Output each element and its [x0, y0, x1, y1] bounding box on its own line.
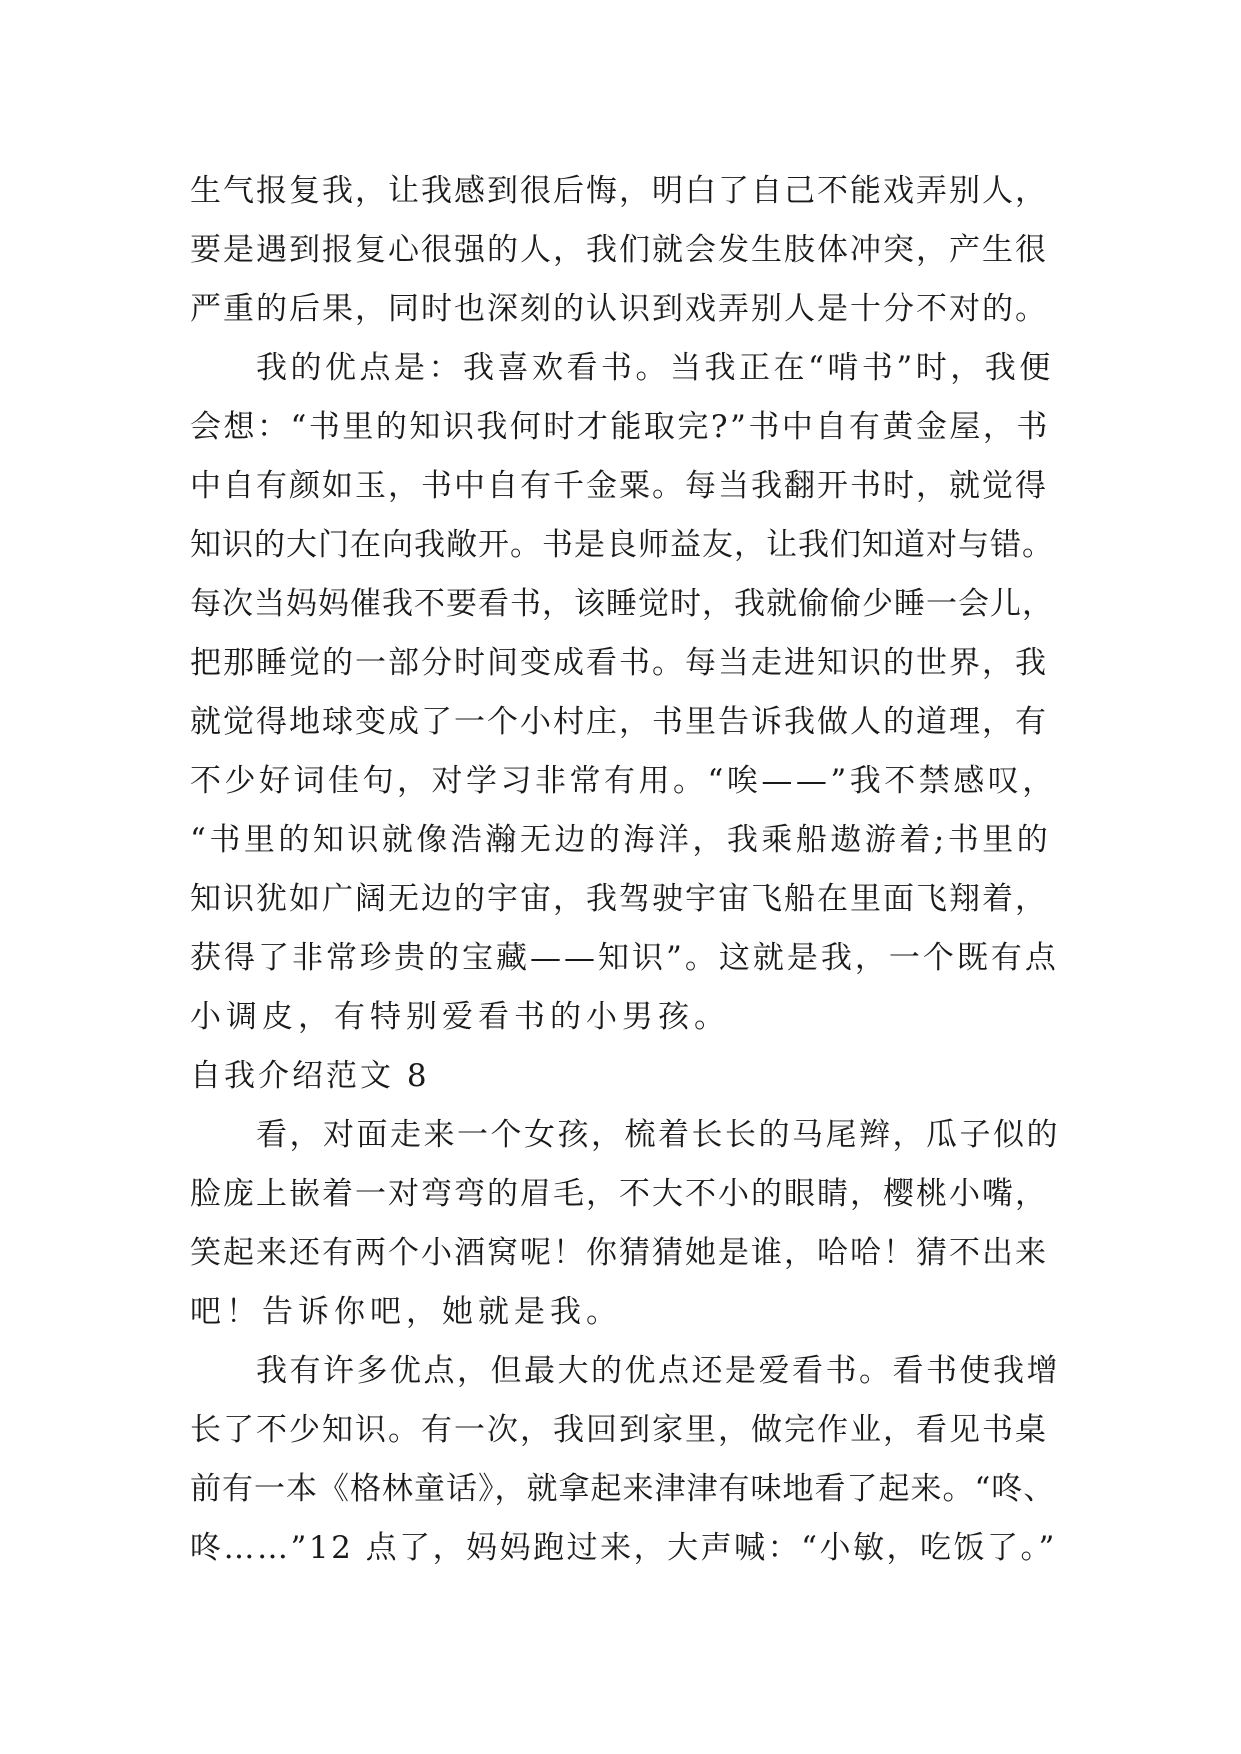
- text-line: 小调皮，有特别爱看书的小男孩。: [190, 999, 730, 1035]
- text-line: “书里的知识就像浩瀚无边的海洋，我乘船遨游着;书里的: [190, 822, 1052, 858]
- text-line: 每次当妈妈催我不要看书，该睡觉时，我就偷偷少睡一会儿，: [190, 586, 1054, 622]
- text-line: 长了不少知识。有一次，我回到家里，做完作业，看见书桌: [190, 1412, 1048, 1448]
- text-line: 把那睡觉的一部分时间变成看书。每当走进知识的世界，我: [190, 645, 1048, 681]
- text-line: 中自有颜如玉，书中自有千金粟。每当我翻开书时，就觉得: [190, 468, 1048, 504]
- text-line: 就觉得地球变成了一个小村庄，书里告诉我做人的道理，有: [190, 704, 1048, 740]
- text-line: 严重的后果，同时也深刻的认识到戏弄别人是十分不对的。: [190, 291, 1048, 327]
- paragraph-first-line: 我的优点是：我喜欢看书。当我正在“啃书”时，我便: [256, 350, 1054, 386]
- text-line: 笑起来还有两个小酒窝呢！你猜猜她是谁，哈哈！猜不出来: [190, 1235, 1048, 1271]
- document-body: [190, 162, 1060, 1578]
- text-line: 知识犹如广阔无边的宇宙，我驾驶宇宙飞船在里面飞翔着，: [190, 881, 1048, 917]
- text-line: 吧！告诉你吧，她就是我。: [190, 1294, 622, 1330]
- section-heading: 自我介绍范文 8: [190, 1058, 430, 1094]
- paragraph-first-line: 我有许多优点，但最大的优点还是爱看书。看书使我增: [256, 1353, 1060, 1389]
- text-line: 要是遇到报复心很强的人，我们就会发生肢体冲突，产生很: [190, 232, 1048, 268]
- text-line: 不少好词佳句，对学习非常有用。“唉——”我不禁感叹，: [190, 763, 1057, 799]
- text-line: 会想：“书里的知识我何时才能取完?”书中自有黄金屋，书: [190, 409, 1050, 445]
- text-line: 生气报复我，让我感到很后悔，明白了自己不能戏弄别人，: [190, 173, 1048, 209]
- text-line: 前有一本《格林童话》，就拿起来津津有味地看了起来。“咚、: [190, 1471, 1056, 1507]
- paragraph-first-line: 看，对面走来一个女孩，梳着长长的马尾辫，瓜子似的: [256, 1117, 1060, 1153]
- text-line: 咚……”12 点了，妈妈跑过来，大声喊：“小敏，吃饭了。”: [190, 1530, 1057, 1566]
- text-line: 获得了非常珍贵的宝藏——知识”。这就是我，一个既有点: [190, 940, 1059, 976]
- text-line: 脸庞上嵌着一对弯弯的眉毛，不大不小的眼睛，樱桃小嘴，: [190, 1176, 1048, 1212]
- text-line: 知识的大门在向我敞开。书是良师益友，让我们知道对与错。: [190, 527, 1054, 563]
